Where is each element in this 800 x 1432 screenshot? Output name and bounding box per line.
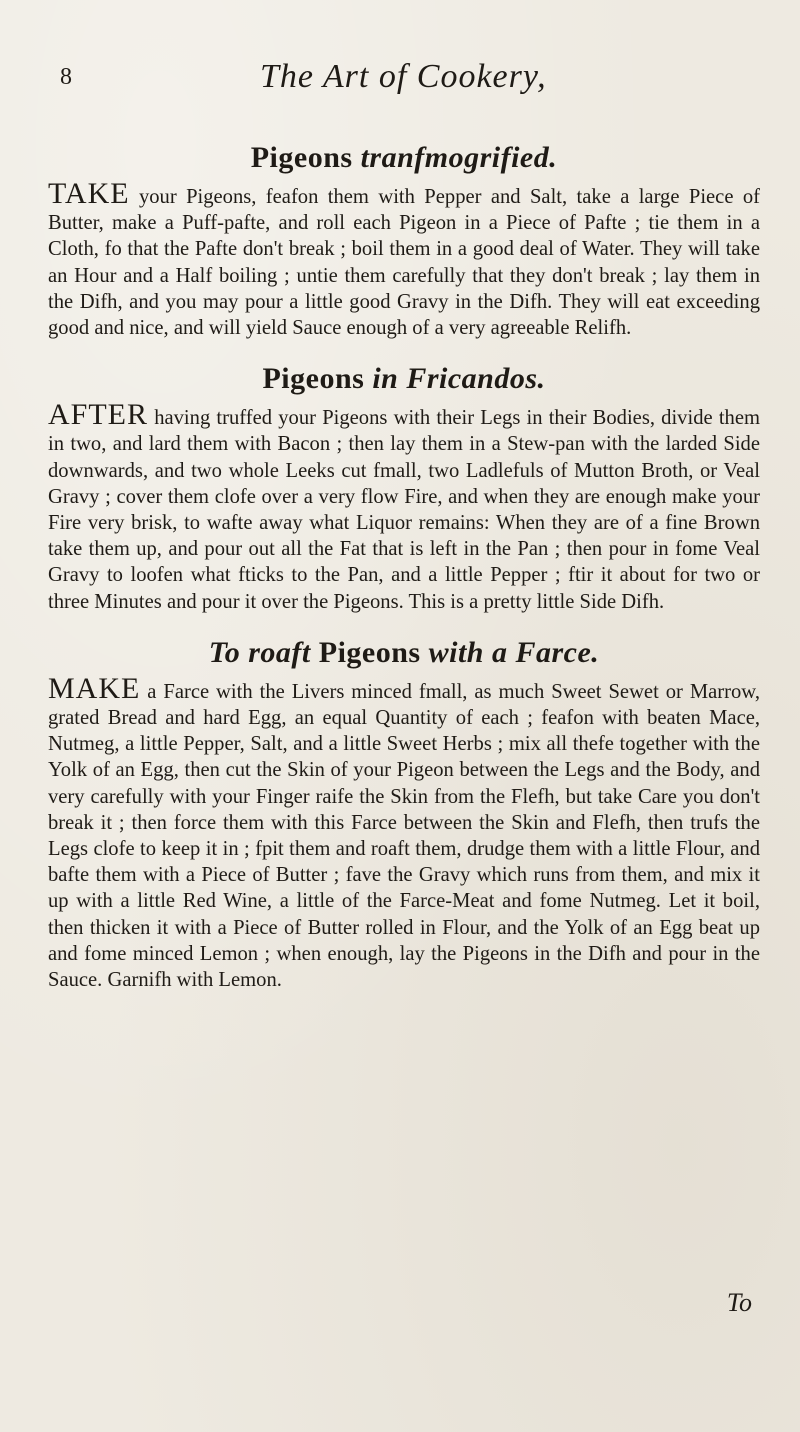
initial-word: MAKE bbox=[48, 671, 141, 705]
recipe-title bbox=[48, 633, 760, 673]
initial-word: TAKE bbox=[48, 177, 130, 210]
recipe-title-plain: Pigeons bbox=[250, 141, 361, 174]
recipe-title-italic: tranfmogrified. bbox=[360, 141, 558, 174]
recipe-title-plain: Pigeons bbox=[262, 362, 373, 396]
recipe-pigeons-fricandos bbox=[48, 359, 760, 615]
recipe-text: your Pigeons, feafon them with Pepper and Salt, take a large Piece of Butter, make a Puff-pafte, and roll each Pigeon in a Piece of Pafte ; tie them in a Cloth, fo that the Pafte don't break ; boil them in a good deal of Water. They will take an Hour and a Half boiling ; untie them carefully that they don't break ; lay them in the Difh, and you may pour a little good Gravy in the Difh. They will eat exceeding good and nice, and will yield Sauce enough of a very agreeable Relifh. bbox=[48, 186, 760, 340]
recipe-text: having truffed your Pigeons with their Legs in their Bodies, divide them in two, and lard them with Bacon ; then lay them in a Stew-pan with the larded Side downwards, and two whole Leeks cut fmall, two Ladlefuls of Mutton Broth, or Veal Gravy ; cover them clofe over a very flow Fire, and when they are enough make your Fire very brisk, to wafte away what Liquor remains: When they are of a fine Brown take them up, and pour out all the Fat that is left in the Pan ; then pour in fome Veal Gravy to loofen what fticks to the Pan, and a little Pepper ; ftir it about for two or three Minutes and pour it over the Pigeons. This is a pretty little Side Difh. bbox=[48, 407, 760, 613]
running-title: The Art of Cookery, bbox=[260, 58, 547, 95]
recipe-pigeons-transmogrified bbox=[48, 138, 760, 341]
initial-word: AFTER bbox=[48, 398, 149, 432]
recipe-title bbox=[48, 359, 760, 399]
recipe-title-italic-prefix: To roaft bbox=[208, 635, 319, 669]
recipe-title-italic: with a Farce. bbox=[428, 635, 600, 669]
recipe-text: a Farce with the Livers minced fmall, as much Sweet Sewet or Marrow, grated Bread and hard Egg, an equal Quantity of each ; feafon with beaten Mace, Nutmeg, a little Pepper, Salt, and a little Sweet Herbs ; mix all thefe together with the Yolk of an Egg, then cut the Skin of your Pigeon between the Legs and the Body, and very carefully with your Finger raife the Skin from the Flefh, but take Care you don't break it ; then force them with this Farce between the Skin and Flefh, then trufs the Legs clofe to keep it in ; fpit them and roaft them, drudge them with a little Flour, and bafte them with a Piece of Butter ; fave the Gravy which runs from them, and mix it up with a little Red Wine, a little of the Farce-Meat and fome Nutmeg. Let it boil, then thicken it with a Piece of Butter rolled in Flour, and the Yolk of an Egg beat up and fome minced Lemon ; when enough, lay the Pigeons in the Difh and pour in the Sauce. Garnifh with Lemon. bbox=[48, 680, 760, 992]
page-number: 8 bbox=[60, 64, 73, 90]
recipe-title-plain: Pigeons bbox=[318, 635, 429, 669]
recipe-roast-pigeons-farce bbox=[48, 633, 760, 993]
page-content bbox=[48, 138, 760, 1011]
recipe-body bbox=[48, 177, 760, 341]
recipe-body bbox=[48, 398, 760, 615]
recipe-title-italic: in Fricandos. bbox=[372, 362, 546, 396]
recipe-body bbox=[48, 671, 760, 993]
catchword: To bbox=[726, 1288, 752, 1317]
running-head bbox=[60, 58, 760, 98]
recipe-title bbox=[48, 138, 760, 178]
